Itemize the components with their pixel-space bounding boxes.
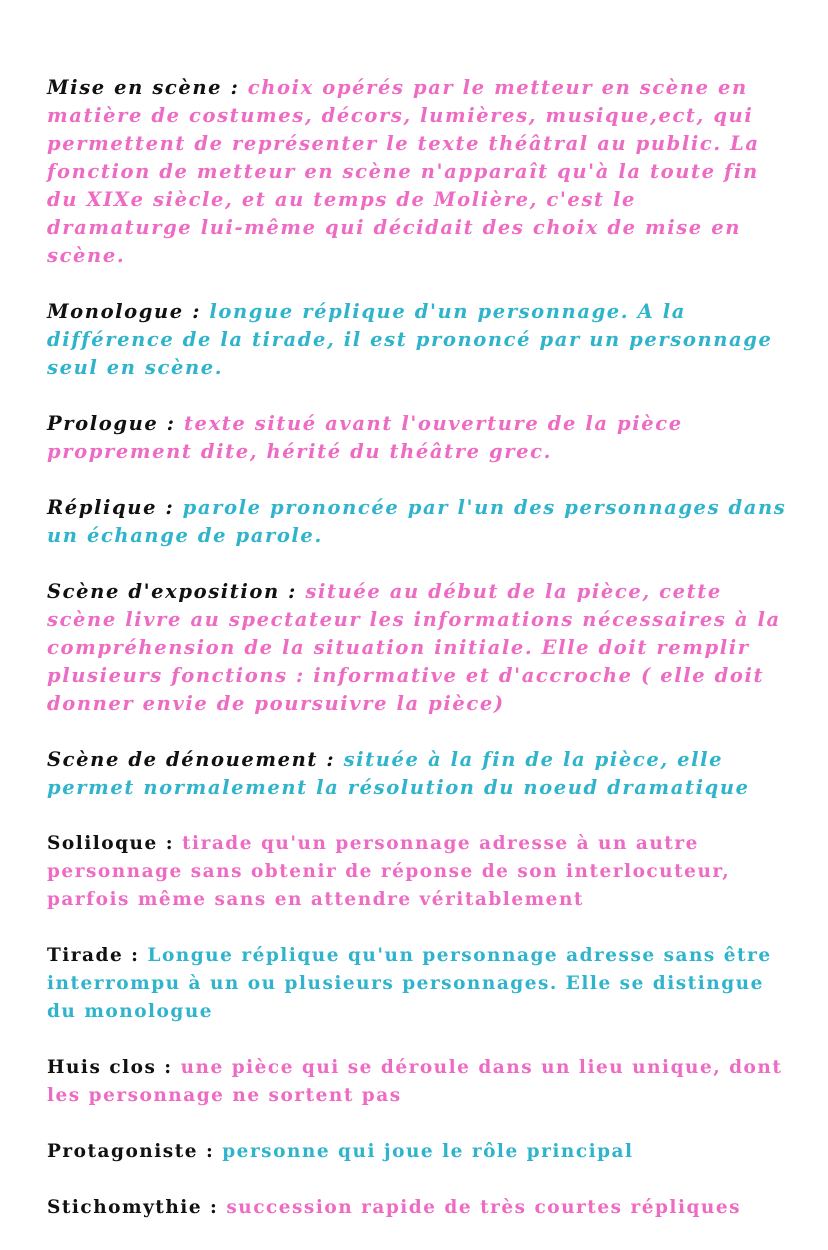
glossary-entry-scene-denouement — [47, 746, 787, 802]
glossary-term: Scène de dénouement : — [47, 748, 344, 771]
glossary-entry-monologue — [47, 298, 787, 382]
glossary-term: Protagoniste : — [47, 1141, 223, 1162]
glossary-definition: située à la fin de la pièce, elle permet normalement la résolution du noeud dramatique — [47, 748, 750, 799]
glossary-entry-mise-en-scene — [47, 74, 787, 270]
glossary-definition: longue réplique d'un personnage. A la différence de la tirade, il est prononcé par un personnage seul en scène. — [47, 300, 773, 379]
glossary-term: Soliloque : — [47, 833, 182, 854]
glossary-entry-soliloque — [47, 830, 787, 914]
glossary-term: Scène d'exposition : — [47, 580, 306, 603]
glossary-entry-scene-exposition — [47, 578, 787, 718]
glossary-definition: Longue réplique qu'un personnage adresse sans être interrompu à un ou plusieurs personnages. Elle se distingue du monologue — [47, 945, 772, 1022]
glossary-definition: texte situé avant l'ouverture de la pièce proprement dite, hérité du théâtre grec. — [47, 412, 683, 463]
glossary-term: Stichomythie : — [47, 1197, 227, 1218]
glossary-definition: située au début de la pièce, cette scène livre au spectateur les informations nécessaires à la compréhension de la situation initiale. Elle doit remplir plusieurs fonctions : informative et d'accroche ( elle doit donner envie de poursuivre la pièce) — [47, 580, 781, 715]
glossary-definition: une pièce qui se déroule dans un lieu unique, dont les personnage ne sortent pas — [47, 1057, 783, 1106]
glossary-entry-replique — [47, 494, 787, 550]
glossary-term: Huis clos : — [47, 1057, 181, 1078]
glossary-entry-huis-clos — [47, 1054, 787, 1110]
glossary-definition: tirade qu'un personnage adresse à un autre personnage sans obtenir de réponse de son interlocuteur, parfois même sans en attendre véritablement — [47, 833, 731, 910]
glossary-page — [47, 74, 787, 1250]
glossary-term: Prologue : — [47, 412, 184, 435]
glossary-entry-stichomythie — [47, 1194, 787, 1222]
glossary-entry-protagoniste — [47, 1138, 787, 1166]
glossary-term: Réplique : — [47, 496, 183, 519]
glossary-definition: choix opérés par le metteur en scène en matière de costumes, décors, lumières, musique,ect, qui permettent de représenter le texte théâtral au public. La fonction de metteur en scène n'apparaît qu'à la toute fin du XIXe siècle, et au temps de Molière, c'est le dramaturge lui-même qui décidait des choix de mise en scène. — [47, 76, 760, 267]
glossary-term: Tirade : — [47, 945, 148, 966]
glossary-entry-prologue — [47, 410, 787, 466]
glossary-term: Monologue : — [47, 300, 210, 323]
glossary-definition: parole prononcée par l'un des personnages dans un échange de parole. — [47, 496, 787, 547]
glossary-definition: succession rapide de très courtes répliques — [226, 1197, 742, 1218]
glossary-definition: personne qui joue le rôle principal — [222, 1141, 634, 1162]
glossary-entry-tirade — [47, 942, 787, 1026]
glossary-term: Mise en scène : — [47, 76, 248, 99]
